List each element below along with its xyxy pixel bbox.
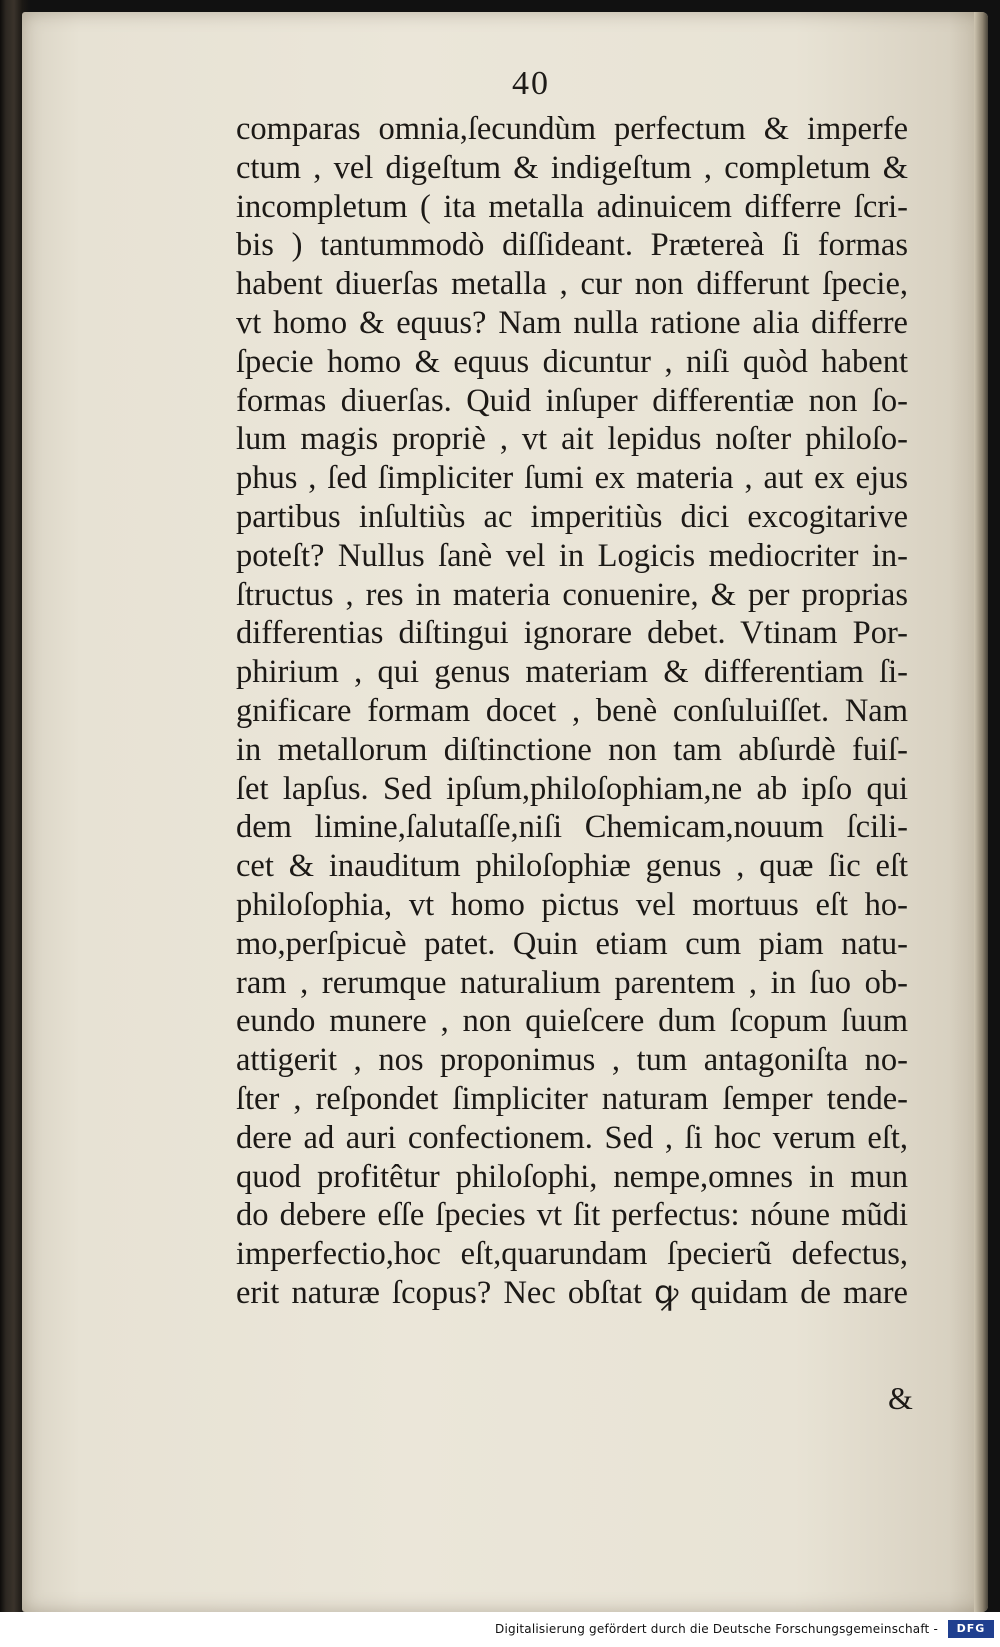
- text-line: partibus inſultiùs ac imperitiùs dici excogitarive: [236, 498, 908, 535]
- digitization-footer: [0, 1612, 1000, 1647]
- funding-credit: Digitalisierung gefördert durch die Deutsche Forschungsgemeinschaft -: [495, 1622, 938, 1636]
- text-line: philoſophia, vt homo pictus vel mortuus eſt ho-: [236, 886, 908, 923]
- text-line: phus , ſed ſimpliciter ſumi ex materia , aut ex ejus: [236, 460, 908, 497]
- text-line: vt homo & equus? Nam nulla ratione alia differre: [236, 304, 908, 341]
- text-line: cet & inauditum philoſophiæ genus , quæ ſic eſt: [236, 848, 908, 885]
- text-line: gnificare formam docet , benè conſuluiſſet. Nam: [236, 692, 908, 729]
- text-line: quod profitêtur philoſophi, nempe,omnes in mun: [236, 1158, 908, 1195]
- text-line: do debere eſſe ſpecies vt ſit perfectus: nóune mũdi: [236, 1197, 908, 1234]
- text-line: ſtructus , res in materia conuenire, & per proprias: [236, 576, 908, 613]
- body-text: [236, 110, 916, 1313]
- text-line: phirium , qui genus materiam & differentiam ſi-: [236, 654, 908, 691]
- text-line: bis ) tantummodò diſſideant. Prætereà ſi formas: [236, 227, 908, 264]
- text-line: ſet lapſus. Sed ipſum,philoſophiam,ne ab ipſo qui: [236, 770, 908, 807]
- text-line: poteſt? Nullus ſanè vel in Logicis mediocriter in-: [236, 537, 908, 574]
- text-line: dem limine,ſalutaſſe,niſi Chemicam,nouum ſcili-: [236, 809, 908, 846]
- text-line: differentias diſtingui ignorare debet. Vtinam Por-: [236, 615, 908, 652]
- page-number: 40: [512, 65, 550, 102]
- text-line: imperfectio,hoc eſt,quarundam ſpecierũ defectus,: [236, 1236, 908, 1273]
- dfg-logo: DFG: [948, 1620, 994, 1638]
- text-line: formas diuerſas. Quid inſuper differentiæ non ſo-: [236, 382, 908, 419]
- text-line: eundo munere , non quieſcere dum ſcopum ſuum: [236, 1003, 908, 1040]
- text-line: in metallorum diſtinctione non tam abſurdè fuiſ-: [236, 731, 908, 768]
- text-line: dere ad auri confectionem. Sed , ſi hoc verum eſt,: [236, 1119, 908, 1156]
- text-line: erit naturæ ſcopus? Nec obſtat ꝙ quidam de mare: [236, 1274, 908, 1311]
- page-edge: [974, 12, 988, 1612]
- text-line: ctum , vel digeſtum & indigeſtum , completum &: [236, 149, 908, 186]
- text-line: comparas omnia,ſecundùm perfectum & imperfe: [236, 111, 908, 147]
- text-line: ſter , reſpondet ſimpliciter naturam ſemper tende-: [236, 1080, 908, 1117]
- text-line: incompletum ( ita metalla adinuicem differre ſcri-: [236, 188, 908, 225]
- text-line: habent diuerſas metalla , cur non differunt ſpecie,: [236, 266, 908, 303]
- text-line: mo,perſpicuè patet. Quin etiam cum piam natu-: [236, 925, 908, 962]
- text-line: ſpecie homo & equus dicuntur , niſi quòd habent: [236, 343, 908, 380]
- text-line: lum magis propriè , vt ait lepidus noſter philoſo-: [236, 421, 908, 458]
- text-line: ram , rerumque naturalium parentem , in ſuo ob-: [236, 964, 908, 1001]
- text-line: attigerit , nos proponimus , tum antagoniſta no-: [236, 1042, 908, 1079]
- catchword: &: [888, 1380, 913, 1416]
